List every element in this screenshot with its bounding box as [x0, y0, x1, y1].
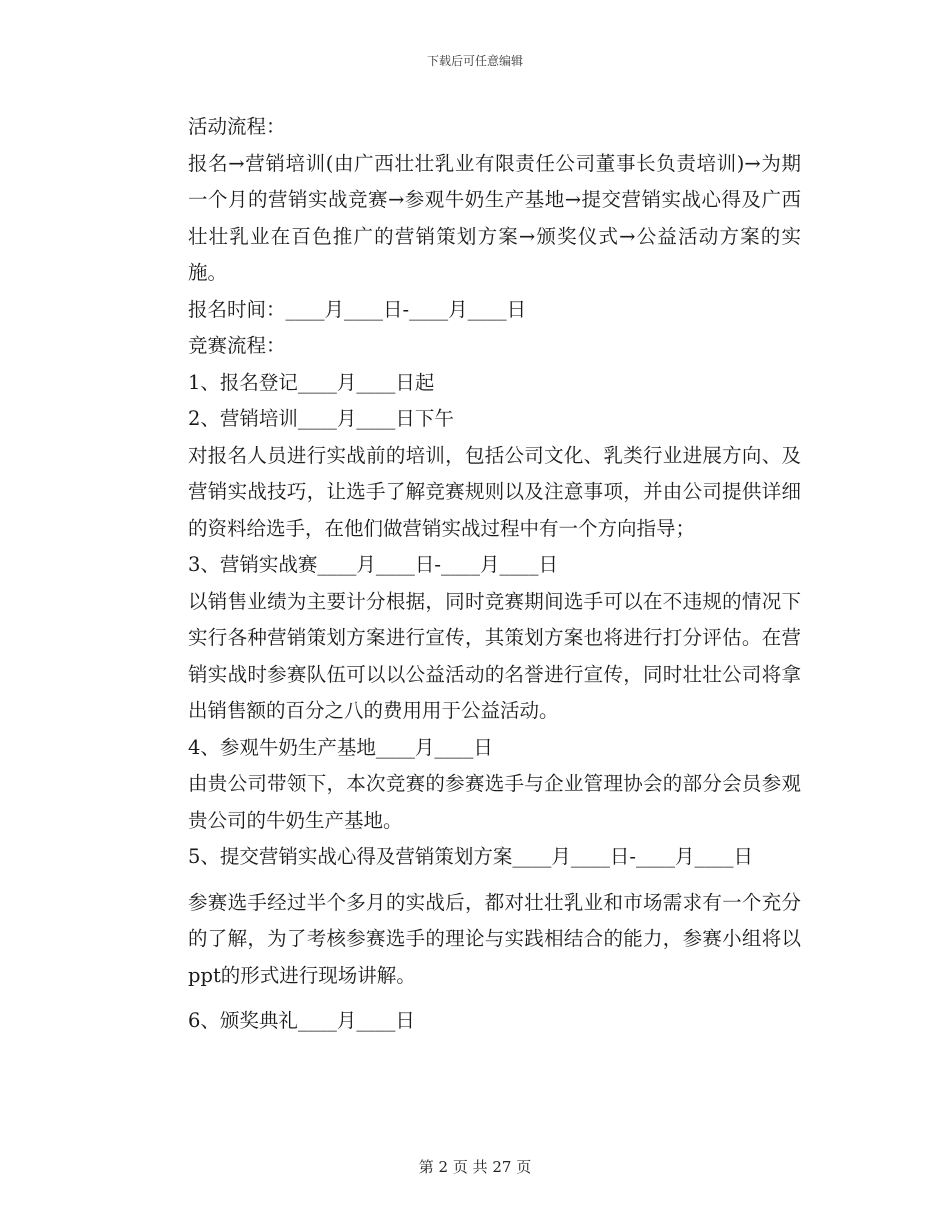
activity-label: 活动流程：	[188, 115, 286, 138]
step-4-description: 由贵公司带领下，本次竞赛的参赛选手与企业管理协会的部分会员参观贵公司的牛奶生产基地。	[188, 772, 801, 832]
page-footer: 第 2 页 共 27 页	[418, 1158, 532, 1176]
page-header: 下载后可任意编辑	[426, 54, 523, 68]
step-5-description: 参赛选手经过半个多月的实战后，都对壮壮乳业和市场需求有一个充分的了解，为了考核参赛选手的理论与实践相结合的能力，参赛小组将以ppt的形式进行现场讲解。	[188, 890, 801, 987]
step-2: 2、营销培训____月____日下午	[188, 407, 454, 430]
step-4: 4、参观牛奶生产基地____月____日	[188, 735, 493, 759]
step-5: 5、提交营销实战心得及营销策划方案____月____日-____月____日	[188, 845, 753, 868]
step-1: 1、报名登记____月____日起	[188, 370, 435, 394]
step-3: 3、营销实战赛____月____日-____月____日	[188, 553, 558, 576]
step-6: 6、颁奖典礼____月____日	[188, 1009, 415, 1032]
signup-time: 报名时间：____月____日-____月____日	[188, 297, 527, 321]
contest-label: 竞赛流程：	[188, 334, 286, 357]
step-3-description: 以销售业绩为主要计分根据，同时竞赛期间选手可以在不违规的情况下实行各种营销策划方案进行宣传，其策划方案也将进行打分评估。在营销实战时参赛队伍可以以公益活动的名誉进行宣传，同时壮壮公司将拿出销售额的百分之八的费用用于公益活动。	[188, 589, 801, 722]
step-2-description: 对报名人员进行实战前的培训，包括公司文化、乳类行业进展方向、及营销实战技巧，让选手了解竞赛规则以及注意事项，并由公司提供详细的资料给选手，在他们做营销实战过程中有一个方向指导；	[188, 443, 801, 540]
document-body	[141, 109, 801, 1040]
activity-text: 报名→营销培训(由广西壮壮乳业有限责任公司董事长负责培训)→为期一个月的营销实战竞赛→参观牛奶生产基地→提交营销实战心得及广西壮壮乳业在百色推广的营销策划方案→颁奖仪式→公益活动方案的实施。	[188, 151, 801, 284]
